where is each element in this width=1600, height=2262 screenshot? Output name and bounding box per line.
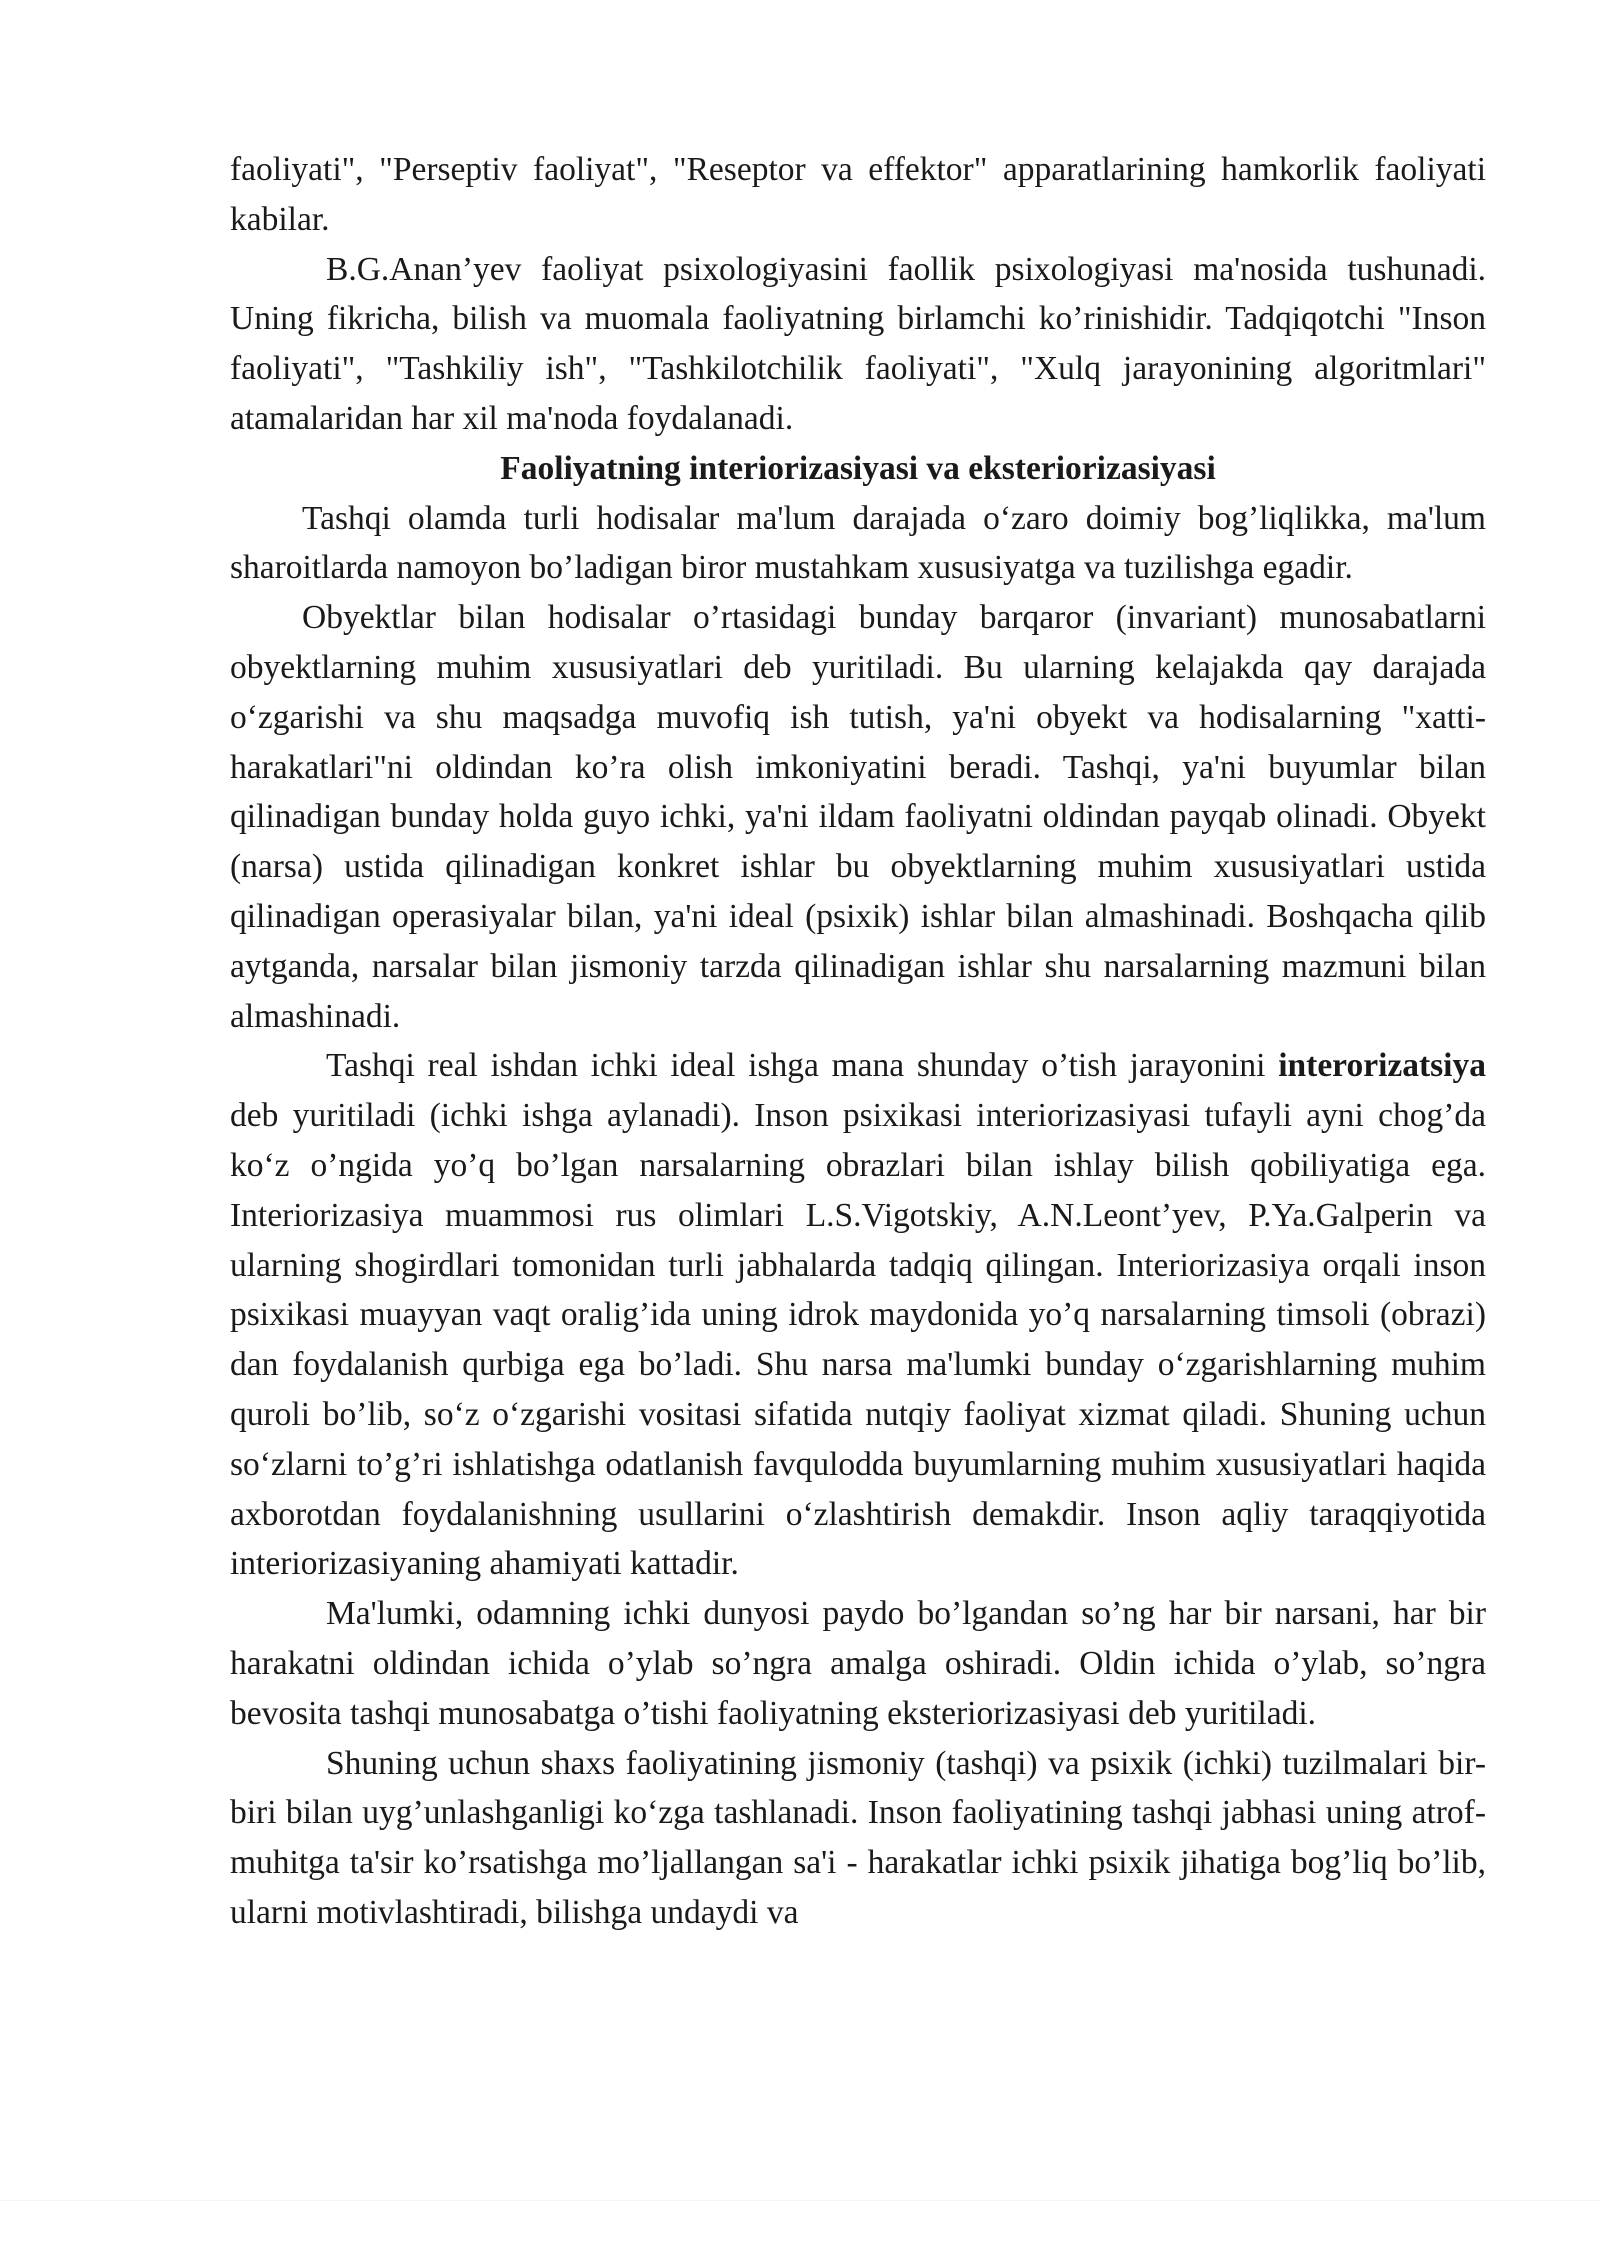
document-page — [230, 145, 1486, 1938]
paragraph-exteriorization: Ma'lumki, odamning ichki dunyosi paydo bo’lgandan so’ng har bir narsani, har bir harakatni oldindan ichida o’ylab so’ngra amalga oshiradi. Oldin ichida o’ylab, so’ngra bevosita tashqi munosabatga o’tishi faoliyatning eksteriorizasiyasi deb yuritiladi. — [230, 1595, 1486, 1732]
paragraph-external-world: Tashqi olamda turli hodisalar ma'lum darajada o‘zaro doimiy bog’liqlikka, ma'lum sharoitlarda namoyon bo’ladigan biror mustahkam xususiyatga va tuzilishga egadir. — [230, 499, 1486, 587]
paragraph-ananyev: B.G.Anan’yev faoliyat psixologiyasini faollik psixologiyasi ma'nosida tushunadi. Uning fikricha, bilish va muomala faoliyatning birlamchi ko’rinishidir. Tadqiqotchi "Inson faoliyati", "Tashkiliy ish", "Tashkilotchilik faoliyati", "Xulq jarayonining algoritmlari" atamalaridan har xil ma'noda foydalanadi. — [230, 250, 1486, 437]
interiorization-text-after: deb yuritiladi (ichki ishga aylanadi). Inson psixikasi interiorizasiyasi tufayli ayni chog’da ko‘z o’ngida yo’q bo’lgan narsalarning obrazlari bilan ishlay bilish qobiliyatiga ega. Interiorizasiya muammosi rus olimlari L.S.Vigotskiy, A.N.Leont’yev, P.Ya.Galperin va ularning shogirdlari tomonidan turli jabhalarda tadqiq qilingan. Interiorizasiya orqali inson psixikasi muayyan vaqt oralig’ida uning idrok maydonida yo’q narsalarning timsoli (obrazi) dan foydalanish qurbiga ega bo’ladi. Shu narsa ma'lumki bunday o‘zgarishlarning muhim quroli bo’lib, so‘z o‘zgarishi vositasi sifatida nutqiy faoliyat xizmat qiladi. Shuning uchun so‘zlarni to’g’ri ishlatishga odatlanish favqulodda buyumlarning muhim xususiyatlari haqida axborotdan foydalanishning usullarini o‘zlashtirish demakdir. Inson aqliy taraqqiyotida interiorizasiyaning ahamiyati kattadir. — [230, 1097, 1486, 1583]
section-heading: Faoliyatning interiorizasiyasi va eksteriorizasiyasi — [500, 449, 1216, 487]
page-edge-line — [0, 2200, 1600, 2201]
interiorization-term: interorizatsiya — [1278, 1047, 1486, 1085]
interiorization-text-before: Tashqi real ishdan ichki ideal ishga mana shunday o’tish jarayonini — [326, 1047, 1279, 1085]
paragraph-interiorization — [230, 1041, 1486, 1589]
paragraph-objects: Obyektlar bilan hodisalar o’rtasidagi bunday barqaror (invariant) munosabatlarni obyektlarning muhim xususiyatlari deb yuritiladi. Bu ularning kelajakda qay darajada o‘zgarishi va shu maqsadga muvofiq ish tutish, ya'ni obyekt va hodisalarning "xatti-harakatlari"ni oldindan ko’ra olish imkoniyatini beradi. Tashqi, ya'ni buyumlar bilan qilinadigan bunday holda guyo ichki, ya'ni ildam faoliyatni oldindan payqab olinadi. Obyekt (narsa) ustida qilinadigan konkret ishlar bu obyektlarning muhim xususiyatlari ustida qilinadigan operasiyalar bilan, ya'ni ideal (psixik) ishlar bilan almashinadi. Boshqacha qilib aytganda, narsalar bilan jismoniy tarzda qilinadigan ishlar shu narsalarning mazmuni bilan almashinadi. — [230, 599, 1486, 1035]
paragraph-structures: Shuning uchun shaxs faoliyatining jismoniy (tashqi) va psixik (ichki) tuzilmalari bir-biri bilan uyg’unlashganligi ko‘zga tashlanadi. Inson faoliyatining tashqi jabhasi uning atrof-muhitga ta'sir ko’rsatishga mo’ljallangan sa'i - harakatlar ichki psixik jihatiga bog’liq bo’lib, ularni motivlashtiradi, bilishga undaydi va — [230, 1744, 1486, 1931]
paragraph-continuation: faoliyati", "Perseptiv faoliyat", "Reseptor va effektor" apparatlarining hamkorlik faoliyati kabilar. — [230, 151, 1486, 238]
